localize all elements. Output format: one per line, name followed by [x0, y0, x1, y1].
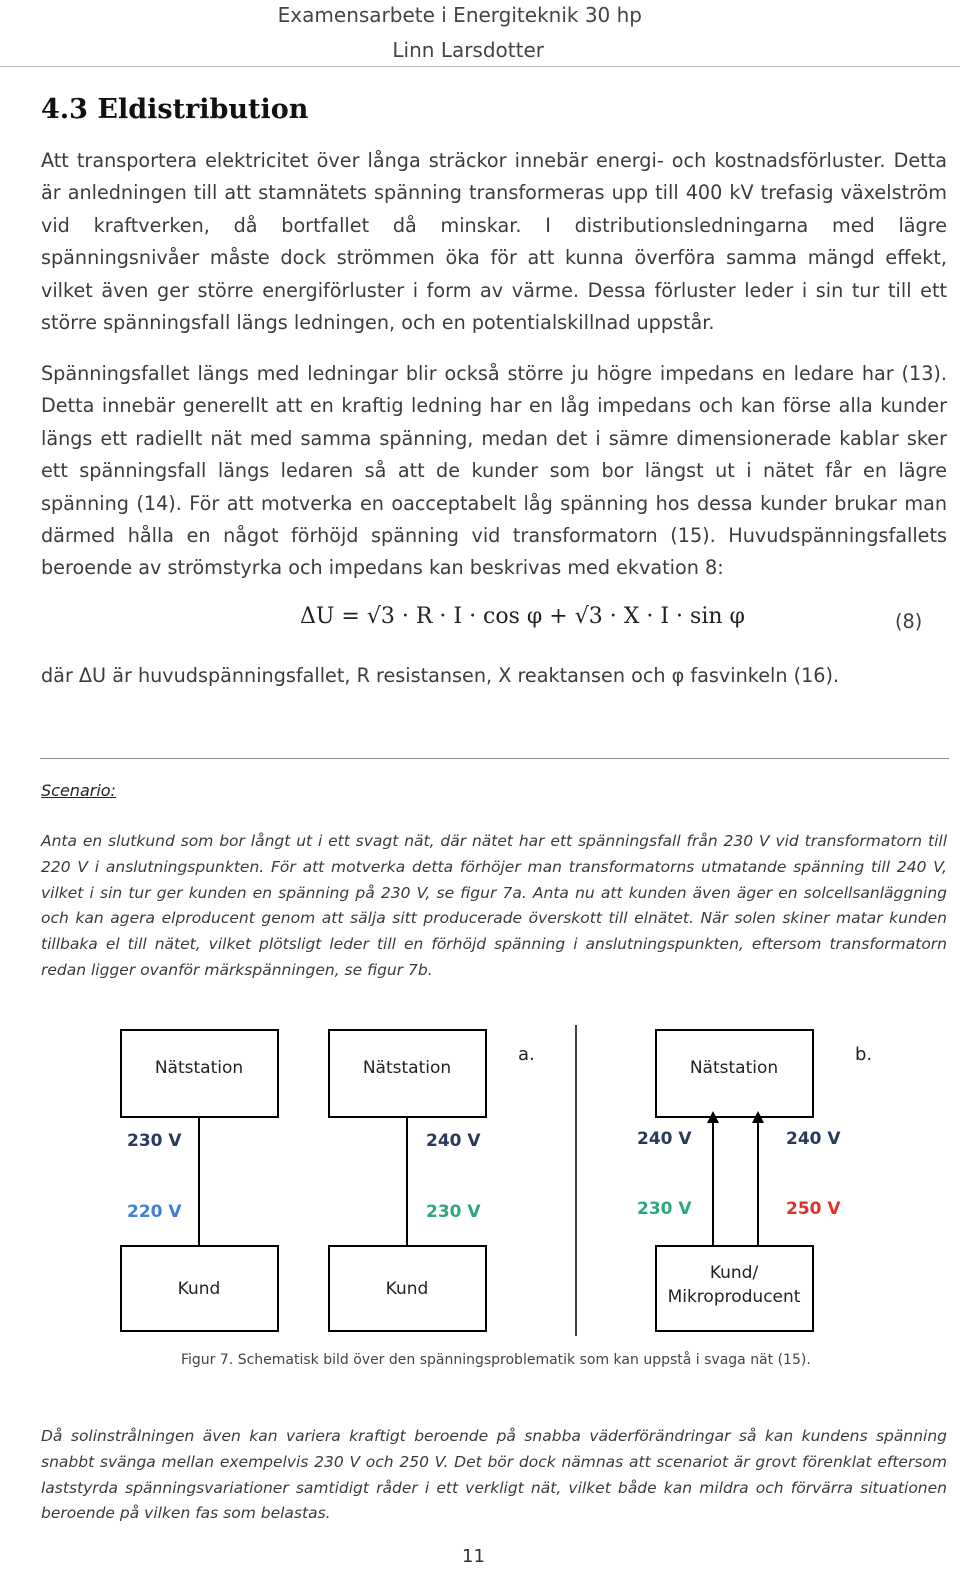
voltage-bottom: 230 V	[426, 1202, 481, 1222]
voltage-bottom-left: 230 V	[637, 1199, 692, 1219]
customer-label: Kund	[177, 1279, 221, 1299]
header-author: Linn Larsdotter	[392, 38, 544, 62]
customer-label-2: Mikroproducent	[667, 1287, 801, 1307]
station-label: Nätstation	[362, 1058, 452, 1078]
voltage-top: 240 V	[426, 1131, 481, 1151]
voltage-top-right: 240 V	[786, 1129, 841, 1149]
page-number: 11	[462, 1546, 485, 1567]
label-a: a.	[518, 1044, 535, 1065]
station-label: Nätstation	[154, 1058, 244, 1078]
equation-number: (8)	[895, 610, 923, 633]
station-label: Nätstation	[689, 1058, 779, 1078]
equation: ΔU = √3 · R · I · cos φ + √3 · X · I · sin φ	[300, 604, 745, 629]
customer-label-1: Kund/	[709, 1263, 759, 1283]
voltage-bottom: 220 V	[127, 1202, 182, 1222]
section-title: 4.3 Eldistribution	[41, 94, 309, 125]
paragraph-2: Spänningsfallet längs med ledningar blir också större ju högre impedans en ledare har (13). Detta innebär generellt att en kraftig ledning har en låg impedans och kan förse alla kunder längs ett radiellt nät med samma spänning, medan det i sämre dimensionerade kablar sker ett spänningsfall längs ledaren så att de kunder som bor längst ut i nätet får en lägre spänning (14). För att motverka en oacceptabelt låg spänning hos dessa kunder brukar man därmed hålla en något förhöjd spänning vid transformatorn (15). Huvudspänningsfallets beroende av strömstyrka och impedans kan beskrivas med ekvation 8:	[41, 362, 947, 580]
closing-text: Då solinstrålningen även kan variera kraftigt beroende på snabba väderförändringar så kan kundens spänning snabbt svänga mellan exempelvis 230 V och 250 V. Det bör dock nämnas att scenariot är grovt förenklat eftersom laststyrda spänningsvariationer samtidigt råder i ett verkligt nät, vilket både kan mildra och förvärra situationen beroende på vilken fas som belastas.	[41, 1427, 947, 1523]
paragraph-3: där ΔU är huvudspänningsfallet, R resistansen, X reaktansen och φ fasvinkeln (16).	[41, 664, 840, 687]
figure-7	[0, 1020, 960, 1340]
scenario-divider	[40, 758, 949, 759]
label-b: b.	[855, 1044, 873, 1065]
paragraph-1: Att transportera elektricitet över långa sträckor innebär energi- och kostnadsförluster. Detta är anledningen till att stamnätets spänning transformeras upp till 400 kV trefasig växelström vid kraftverken, då bortfallet då minskar. I distributionsledningarna med lägre spänningsnivåer måste dock strömmen öka för att kunna överföra samma mängd effekt, vilket även ger större energiförluster i form av värme. Dessa förluster leder i sin tur till ett större spänningsfall längs ledningen, och en potentialskillnad uppstår.	[41, 149, 947, 335]
voltage-top-left: 240 V	[637, 1129, 692, 1149]
customer-label: Kund	[385, 1279, 429, 1299]
diagram-1	[121, 1030, 278, 1331]
scenario-text: Anta en slutkund som bor långt ut i ett svagt nät, där nätet har ett spänningsfall från 230 V vid transformatorn till 220 V i anslutningspunkten. För att motverka detta förhöjer man transformatorns utmatande spänning till 240 V, vilket i sin tur ger kunden en spänning på 230 V, se figur 7a. Anta nu att kunden även äger en solcellsanläggning och kan agera elproducent genom att sälja sitt producerade överskott till elnätet. När solen skiner matar kunden tillbaka el till nätet, vilket plötsligt leder till en förhöjd spänning i anslutningspunkten, eftersom transformatorn redan ligger ovanför märkspänningen, se figur 7b.	[41, 832, 947, 979]
scenario-heading: Scenario:	[41, 781, 116, 800]
figure-caption: Figur 7. Schematisk bild över den spänningsproblematik som kan uppstå i svaga nät (15).	[181, 1352, 811, 1368]
diagram-2	[329, 1030, 486, 1331]
header-divider	[0, 66, 960, 67]
voltage-top: 230 V	[127, 1131, 182, 1151]
diagram-3	[637, 1030, 841, 1331]
header-title: Examensarbete i Energiteknik 30 hp	[277, 3, 642, 27]
voltage-bottom-right: 250 V	[786, 1199, 841, 1219]
